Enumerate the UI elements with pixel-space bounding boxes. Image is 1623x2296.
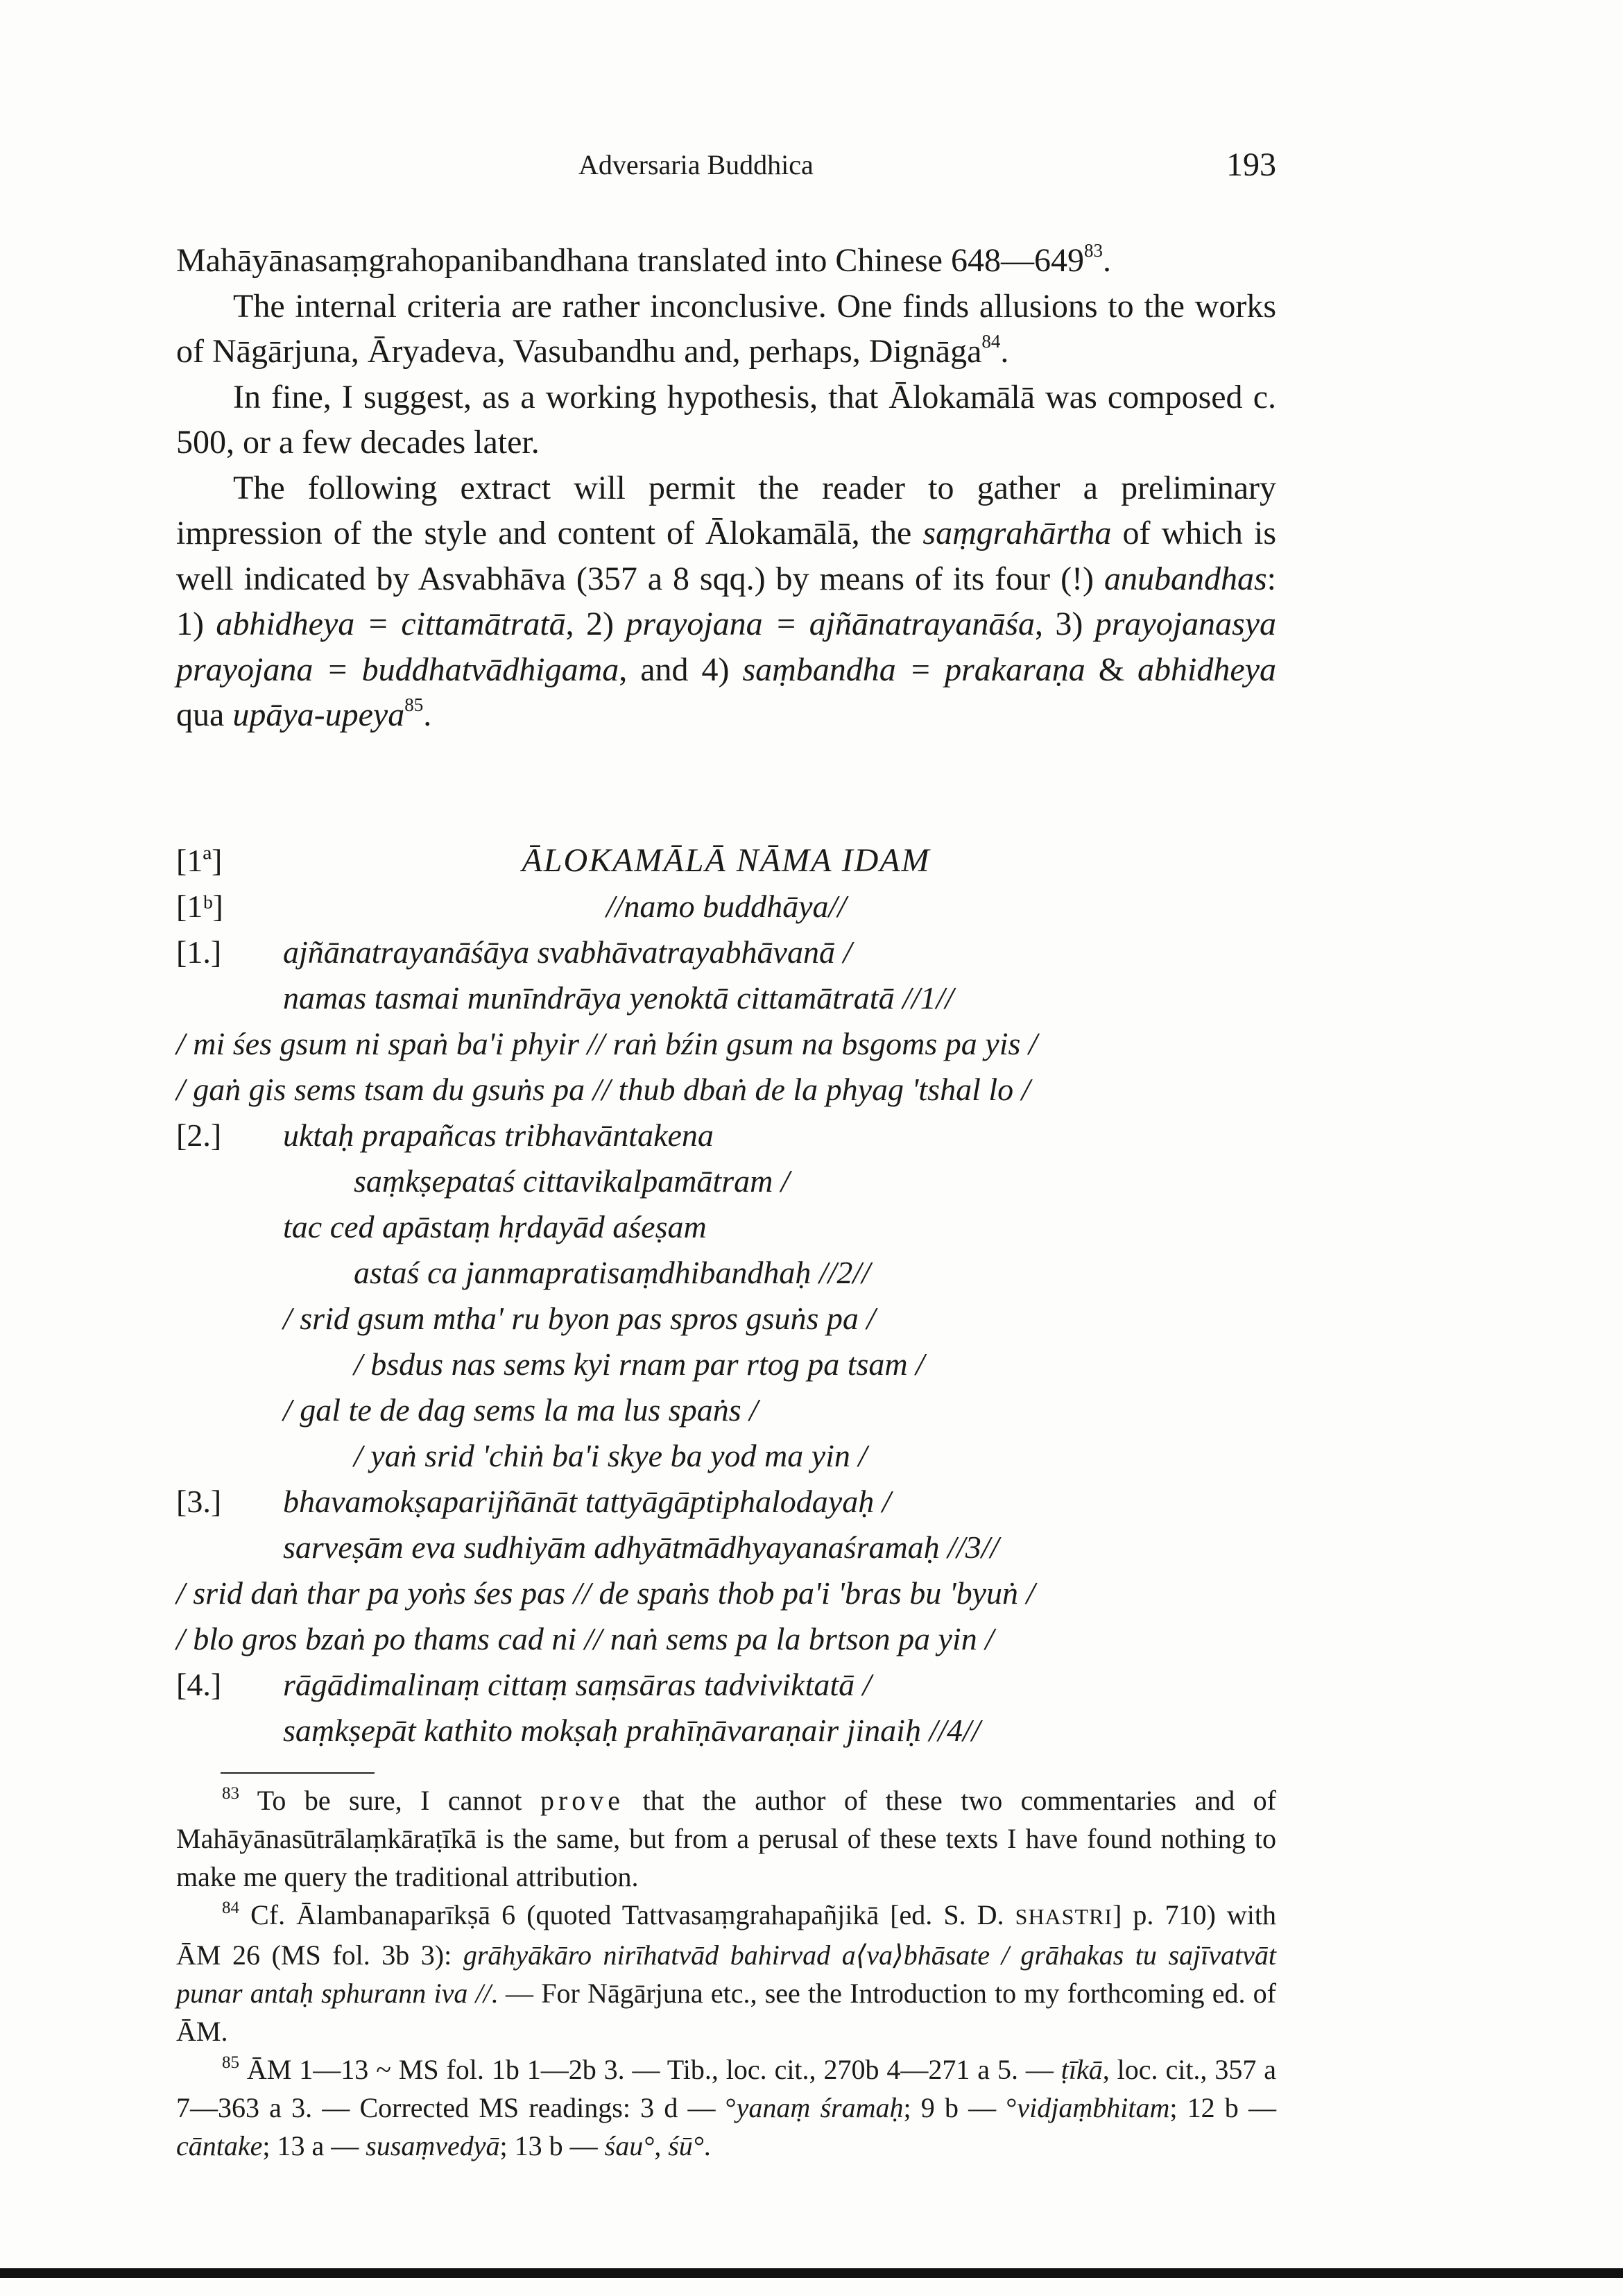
- verse-lines: [176, 929, 1276, 1754]
- verse-text: uktaḥ prapañcas tribhavāntakena: [283, 1117, 714, 1153]
- verse-text: astaś ca janmapratisaṃdhibandhaḥ //2//: [354, 1255, 870, 1290]
- verse-number: [2.]: [176, 1117, 222, 1153]
- verse-line: [176, 1570, 1276, 1616]
- verse-number: [1.]: [176, 934, 222, 970]
- verse-text: / srid gsum mtha' ru byon pas spros gsuṅs pa /: [283, 1301, 876, 1336]
- subtitle-row: [176, 884, 1276, 929]
- verse-text: namas tasmai munīndrāya yenoktā cittamātratā //1//: [283, 980, 954, 1016]
- running-header: [0, 148, 1623, 190]
- verse-line: [176, 1708, 1276, 1754]
- page-number: 193: [1226, 146, 1276, 183]
- verse-line: [176, 1296, 1276, 1342]
- verse-text: / srid daṅ thar pa yoṅs śes pas // de spaṅs thob pa'i 'bras bu 'byuṅ /: [176, 1575, 1036, 1611]
- verse-text: rāgādimalinaṃ cittaṃ saṃsāras tadviviktatā /: [283, 1667, 872, 1702]
- footnote-84: $^{84}$ Cf. Ālambanaparīkṣā 6 (quoted Tattvasaṃgrahapañjikā [ed. S. D. SHASTRI] p. 710) with ĀM 26 (MS fol. 3b 3): grāhyākāro nirīhatvād bahirvad a⟨va⟩bhāsate / grāhakas tu sajīvatvāt punar antaḥ sphurann iva //. — For Nāgārjuna etc., see the Introduction to my forthcoming ed. of ĀM.: [176, 1898, 1277, 2047]
- verse-text: tac ced apāstaṃ hṛdayād aśeṣam: [283, 1209, 707, 1244]
- title-row: [176, 838, 1276, 884]
- subtitle-number: [1ᵇ]: [176, 889, 223, 924]
- verse-text: / bsdus nas sems kyi rnam par rtog pa tsam /: [354, 1346, 925, 1382]
- paragraph-4: The following extract will permit the reader to gather a preliminary impression of the style and content of Ālokamālā, the saṃgrahārtha of which is well indicated by Asvabhāva (357 a 8 sqq.) by means of its four (!) anubandhas: 1) abhidheya = cittamātratā, 2) prayojana = ajñānatrayanāśa, 3) prayojanasya prayojana = buddhatvādhigama, and 4) saṃbandha = prakaraṇa & abhidheya qua upāya-upeya$^{85}$.: [176, 469, 1277, 733]
- footnote-ref-84: 84: [981, 331, 1001, 352]
- verse-line: [176, 1067, 1276, 1113]
- verse-text: bhavamokṣaparijñānāt tattyāgāptiphalodayaḥ /: [283, 1484, 891, 1519]
- page-bottom-edge: [0, 2268, 1623, 2278]
- verse-text: / gal te de dag sems la ma lus spaṅs /: [283, 1392, 758, 1428]
- verse-line: [176, 1479, 1276, 1525]
- footnote-85: $^{85}$ ĀM 1—13 ~ MS fol. 1b 1—2b 3. — Tib., loc. cit., 270b 4—271 a 5. — ṭīkā, loc. cit., 357 a 7—363 a 3. — Corrected MS readings: 3 d — °yanaṃ śramaḥ; 9 b — °vidjaṃbhitam; 12 b — cāntake; 13 a — susaṃvedyā; 13 b — śau°, śū°.: [176, 2053, 1277, 2161]
- verse-line: [176, 1250, 1276, 1296]
- verse-text: saṃkṣepāt kathito mokṣaḥ prahīṇāvaraṇair jinaiḥ //4//: [283, 1713, 981, 1748]
- body-text: [176, 238, 1276, 738]
- verse-line: [176, 1662, 1276, 1708]
- verse-number: [3.]: [176, 1484, 222, 1519]
- footnote-rule: [221, 1772, 375, 1774]
- verse-text: / yaṅ srid 'chiṅ ba'i skye ba yod ma yin /: [354, 1438, 868, 1473]
- verse-line: [176, 929, 1276, 975]
- invocation: //namo buddhāya//: [606, 889, 847, 924]
- verse-text: saṃkṣepataś cittavikalpamātram /: [354, 1163, 790, 1199]
- verse-text: ajñānatrayanāśāya svabhāvatrayabhāvanā /: [283, 934, 852, 970]
- footnote-ref-83: 83: [1083, 240, 1103, 261]
- verse-line: [176, 1021, 1276, 1067]
- verse-text: / gaṅ gis sems tsam du gsuṅs pa // thub dbaṅ de la phyag 'tshal lo /: [176, 1072, 1031, 1107]
- verse-line: [176, 1387, 1276, 1433]
- verse-line: [176, 975, 1276, 1021]
- footnote-83: $^{83}$ To be sure, I cannot prove that the author of these two commentaries and of Mahāyānasūtrālaṃkāraṭīkā is the same, but from a perusal of these texts I have found nothing to make me query the traditional attribution.: [176, 1783, 1276, 1892]
- text-title: ĀLOKAMĀLĀ NĀMA IDAM: [522, 842, 931, 879]
- edited-text: [176, 838, 1276, 1754]
- verse-text: sarveṣām eva sudhiyām adhyātmādhyayanaśramaḥ //3//: [283, 1530, 999, 1565]
- verse-line: [176, 1113, 1276, 1158]
- verse-line: [176, 1525, 1276, 1570]
- verse-text: / blo gros bzaṅ po thams cad ni // naṅ sems pa la brtson pa yin /: [176, 1621, 994, 1656]
- running-title: Adversaria Buddhica: [578, 149, 814, 180]
- footnote-ref-85: 85: [404, 694, 424, 715]
- verse-line: [176, 1433, 1276, 1479]
- title-number: [1ª]: [176, 843, 223, 878]
- footnotes: [176, 1781, 1276, 2165]
- verse-line: [176, 1158, 1276, 1204]
- paragraph-2: The internal criteria are rather inconclusive. One finds allusions to the works of Nāgārjuna, Āryadeva, Vasubandhu and, perhaps, Dignāga$^{84}$.: [176, 287, 1276, 370]
- verse-line: [176, 1342, 1276, 1387]
- verse-line: [176, 1616, 1276, 1662]
- verse-number: [4.]: [176, 1667, 222, 1702]
- paragraph-3: In fine, I suggest, as a working hypothesis, that Ālokamālā was composed c. 500, or a few decades later.: [176, 378, 1276, 461]
- paragraph-1: Mahāyānasaṃgrahopanibandhana translated into Chinese $648—649^{83}$.: [176, 240, 1111, 279]
- verse-line: [176, 1204, 1276, 1250]
- verse-text: / mi śes gsum ni spaṅ ba'i phyir // raṅ bźin gsum na bsgoms pa yis /: [176, 1026, 1038, 1061]
